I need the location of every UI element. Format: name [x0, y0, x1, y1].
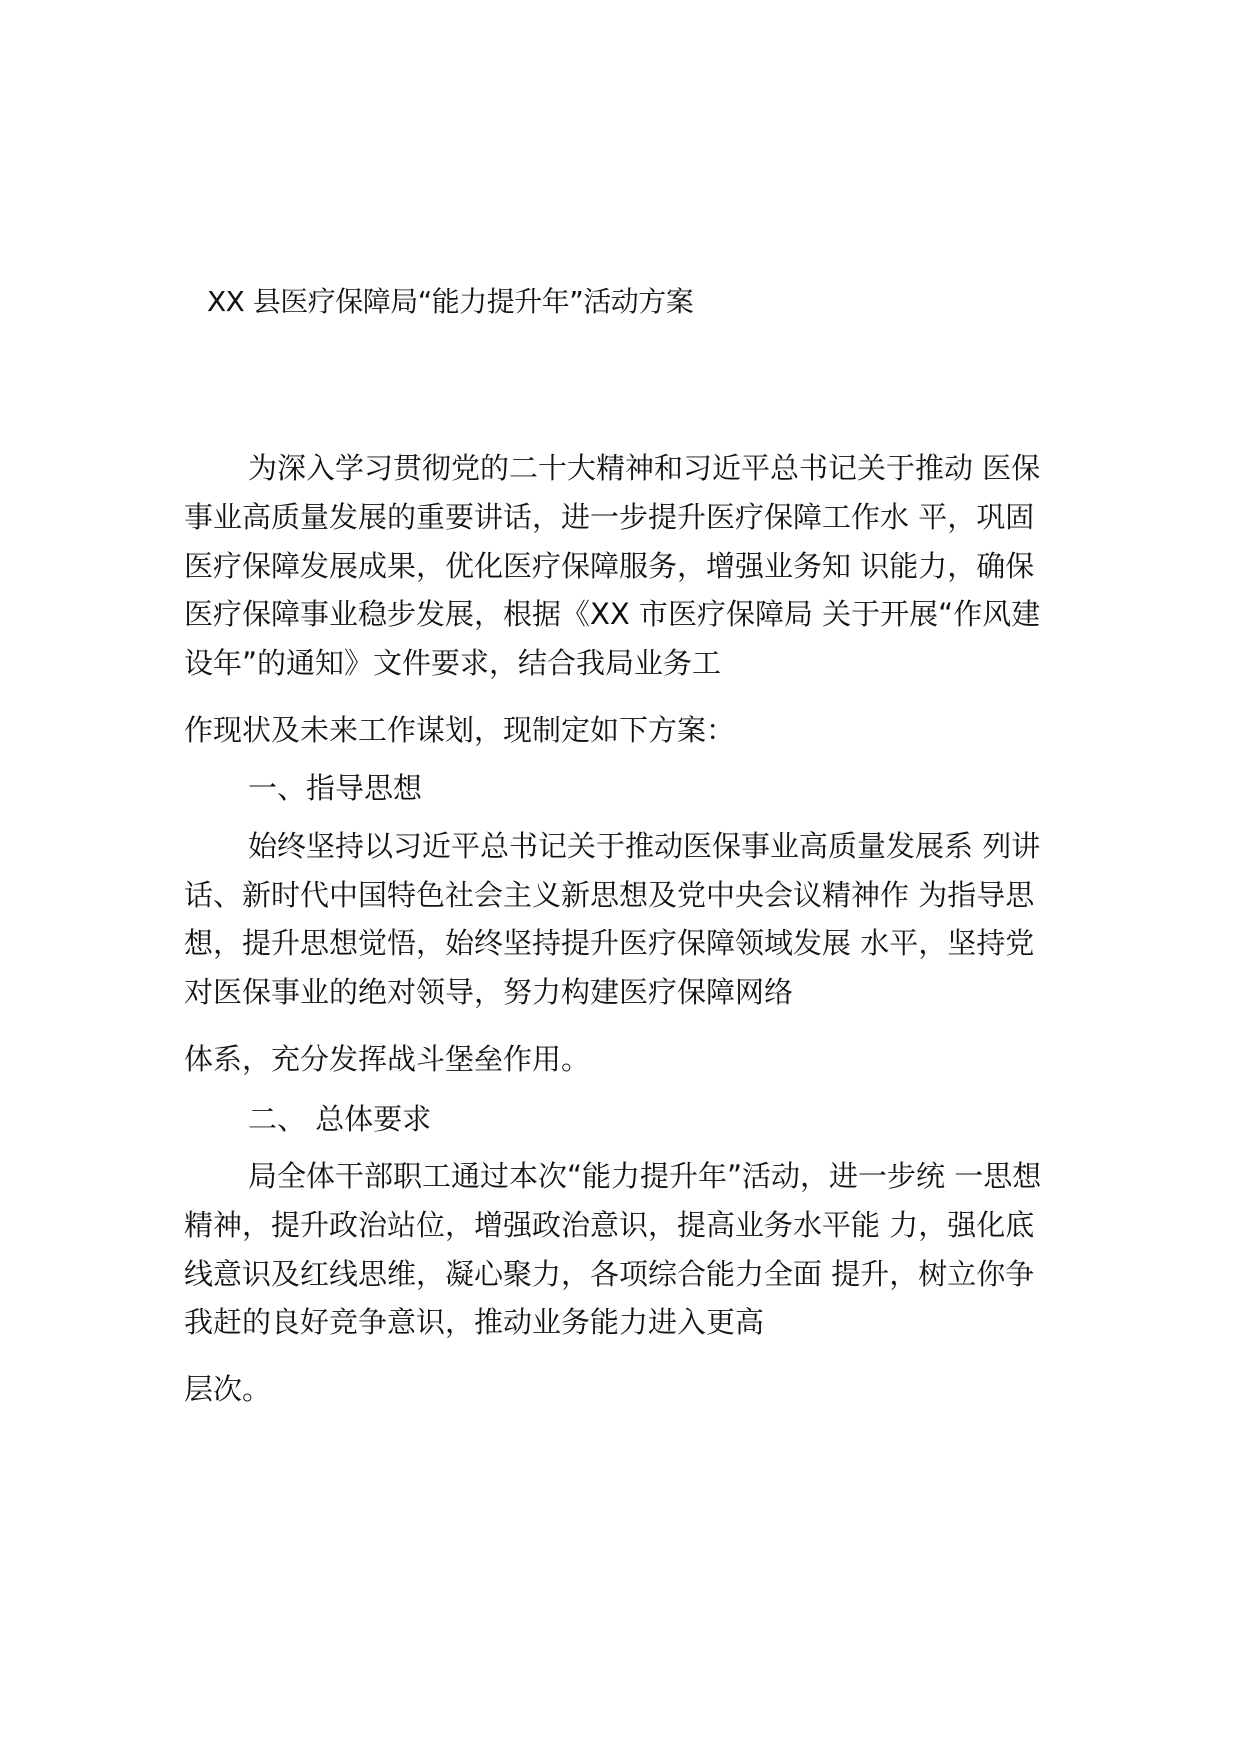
section2-line-3: 线意识及红线思维，凝心聚力，各项综合能力全面 提升，树立你争 — [184, 1257, 1035, 1291]
section1-line-2: 话、新时代中国特色社会主义新思想及党中央会议精神作 为指导思 — [184, 878, 1035, 912]
intro-line-1: 为深入学习贯彻党的二十大精神和习近平总书记关于推动 医保 — [248, 451, 1041, 485]
intro-line-5: 设年”的通知》文件要求，结合我局业务工 — [184, 646, 722, 680]
intro-line-3: 医疗保障发展成果，优化医疗保障服务，增强业务知 识能力，确保 — [184, 549, 1035, 583]
section2-line-5: 层次。 — [184, 1372, 272, 1406]
section1-line-1: 始终坚持以习近平总书记关于推动医保事业高质量发展系 列讲 — [248, 829, 1041, 863]
intro-line-2: 事业高质量发展的重要讲话，进一步提升医疗保障工作水 平，巩固 — [184, 500, 1035, 534]
section2-line-1: 局全体干部职工通过本次“能力提升年”活动，进一步统 一思想 — [248, 1159, 1042, 1193]
section1-heading: 一、指导思想 — [248, 771, 423, 805]
section1-line-4: 对医保事业的绝对领导，努力构建医疗保障网络 — [184, 975, 794, 1009]
section1-line-3: 想，提升思想觉悟，始终坚持提升医疗保障领域发展 水平，坚持党 — [184, 926, 1035, 960]
section1-line-5: 体系，充分发挥战斗堡垒作用。 — [184, 1042, 591, 1076]
section2-line-4: 我赶的良好竞争意识，推动业务能力进入更高 — [184, 1305, 765, 1339]
section2-heading: 二、 总体要求 — [248, 1102, 432, 1136]
section2-line-2: 精神，提升政治站位，增强政治意识，提高业务水平能 力，强化底 — [184, 1208, 1035, 1242]
document-title: XX 县医疗保障局“能力提升年”活动方案 — [207, 285, 694, 318]
intro-line-4: 医疗保障事业稳步发展，根据《XX 市医疗保障局 关于开展“作风建 — [184, 597, 1041, 631]
intro-line-6: 作现状及未来工作谋划，现制定如下方案： — [184, 713, 736, 747]
